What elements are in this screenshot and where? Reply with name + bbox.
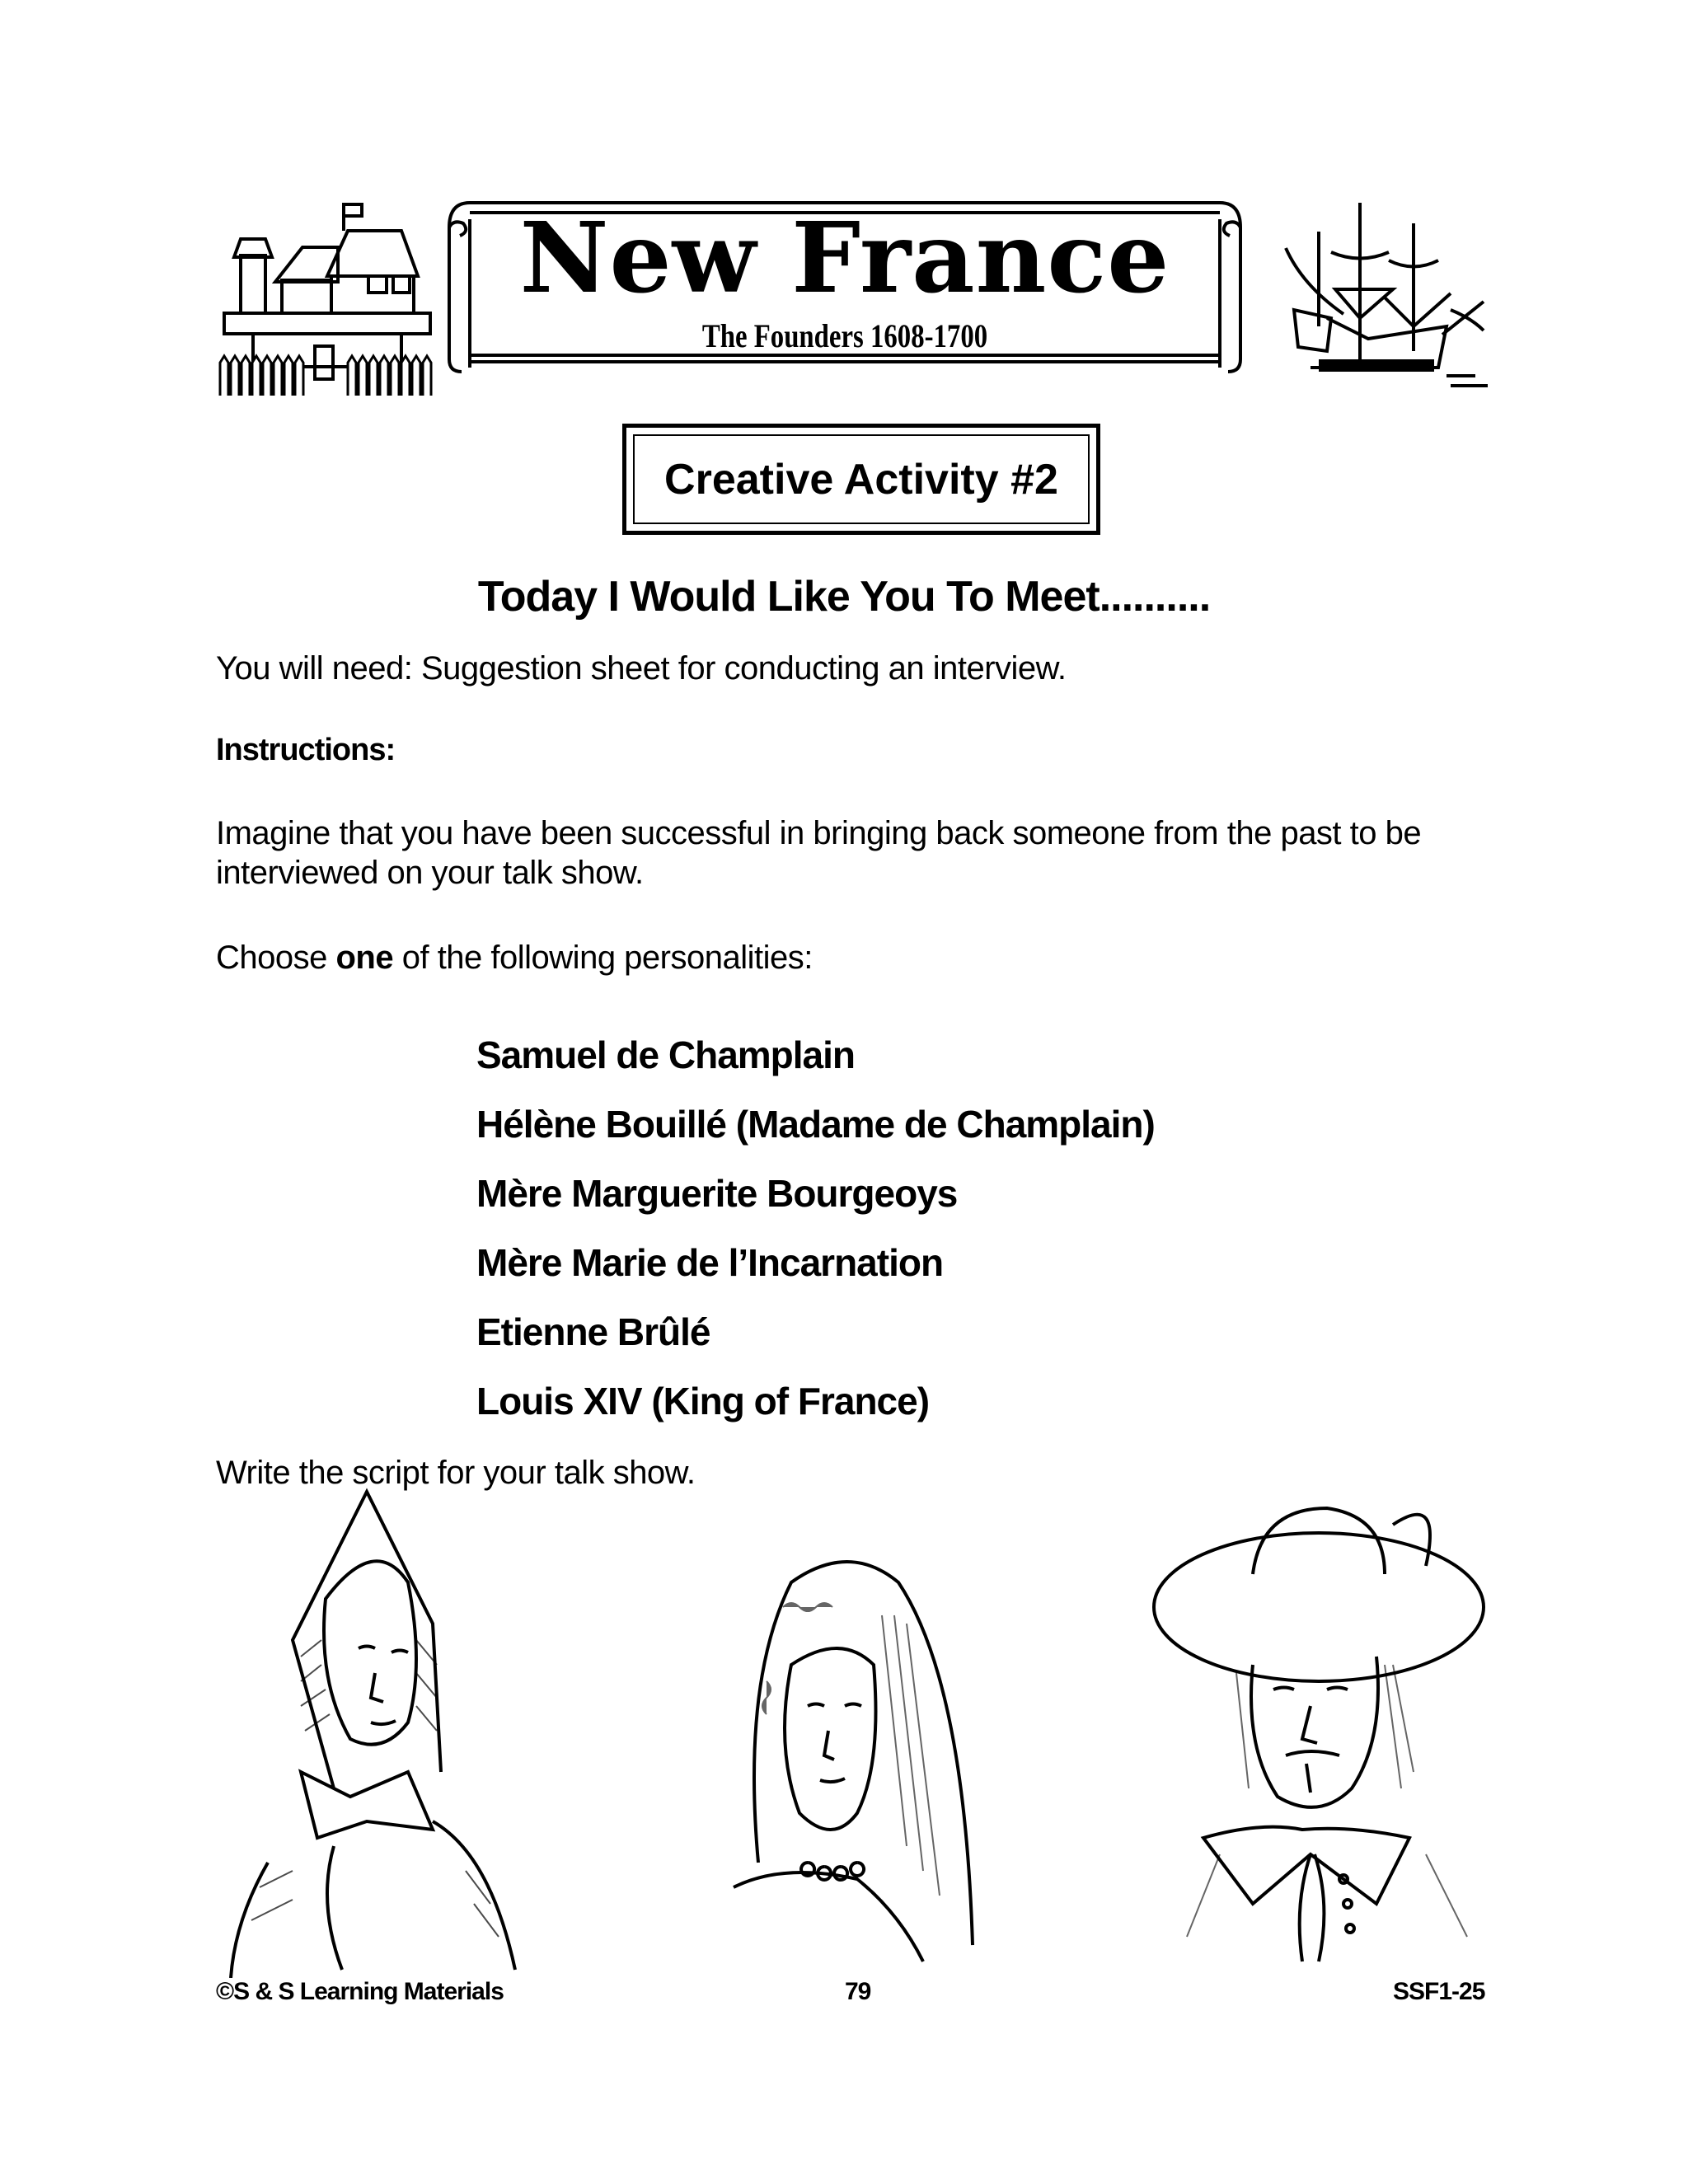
list-item: Louis XIV (King of France) <box>476 1380 930 1422</box>
page-title: New France <box>519 200 1170 315</box>
page-subtitle: The Founders 1608-1700 <box>701 317 988 354</box>
list-item: Mère Marie de l’Incarnation <box>476 1241 944 1284</box>
ship-icon <box>1269 194 1492 401</box>
choose-instruction <box>216 938 813 977</box>
fort-icon <box>216 198 438 396</box>
veiled-woman-portrait-icon <box>684 1516 1063 1978</box>
activity-label: Creative Activity #2 <box>633 434 1090 524</box>
hooded-woman-portrait-icon <box>218 1475 672 1978</box>
copyright-text: ©S & S Learning Materials <box>216 1978 504 2005</box>
list-item: Hélène Bouillé (Madame de Champlain) <box>476 1103 1155 1146</box>
choose-suffix: of the following personalities: <box>393 940 813 976</box>
instructions-paragraph: Imagine that you have been successful in bringing back someone from the past to be interviewed on your talk show. <box>216 815 1422 891</box>
list-item: Mère Marguerite Bourgeoys <box>476 1172 958 1215</box>
title-banner <box>437 194 1253 376</box>
personalities-list <box>476 1032 1155 1447</box>
choose-emphasis: one <box>335 940 394 976</box>
activity-label-box <box>622 424 1100 535</box>
cavalier-hat-man-portrait-icon <box>1137 1475 1517 1970</box>
product-code: SSF1-25 <box>1393 1978 1485 2005</box>
list-item: Samuel de Champlain <box>476 1033 856 1076</box>
closing-instruction: Write the script for your talk show. <box>216 1455 696 1491</box>
page-number: 79 <box>845 1978 871 2005</box>
list-item: Etienne Brûlé <box>476 1310 710 1353</box>
choose-prefix: Choose <box>216 940 336 976</box>
materials-needed: You will need: Suggestion sheet for conducting an interview. <box>216 650 1067 687</box>
instructions-label: Instructions: <box>216 733 396 767</box>
section-heading: Today I Would Like You To Meet.......... <box>477 573 1211 621</box>
